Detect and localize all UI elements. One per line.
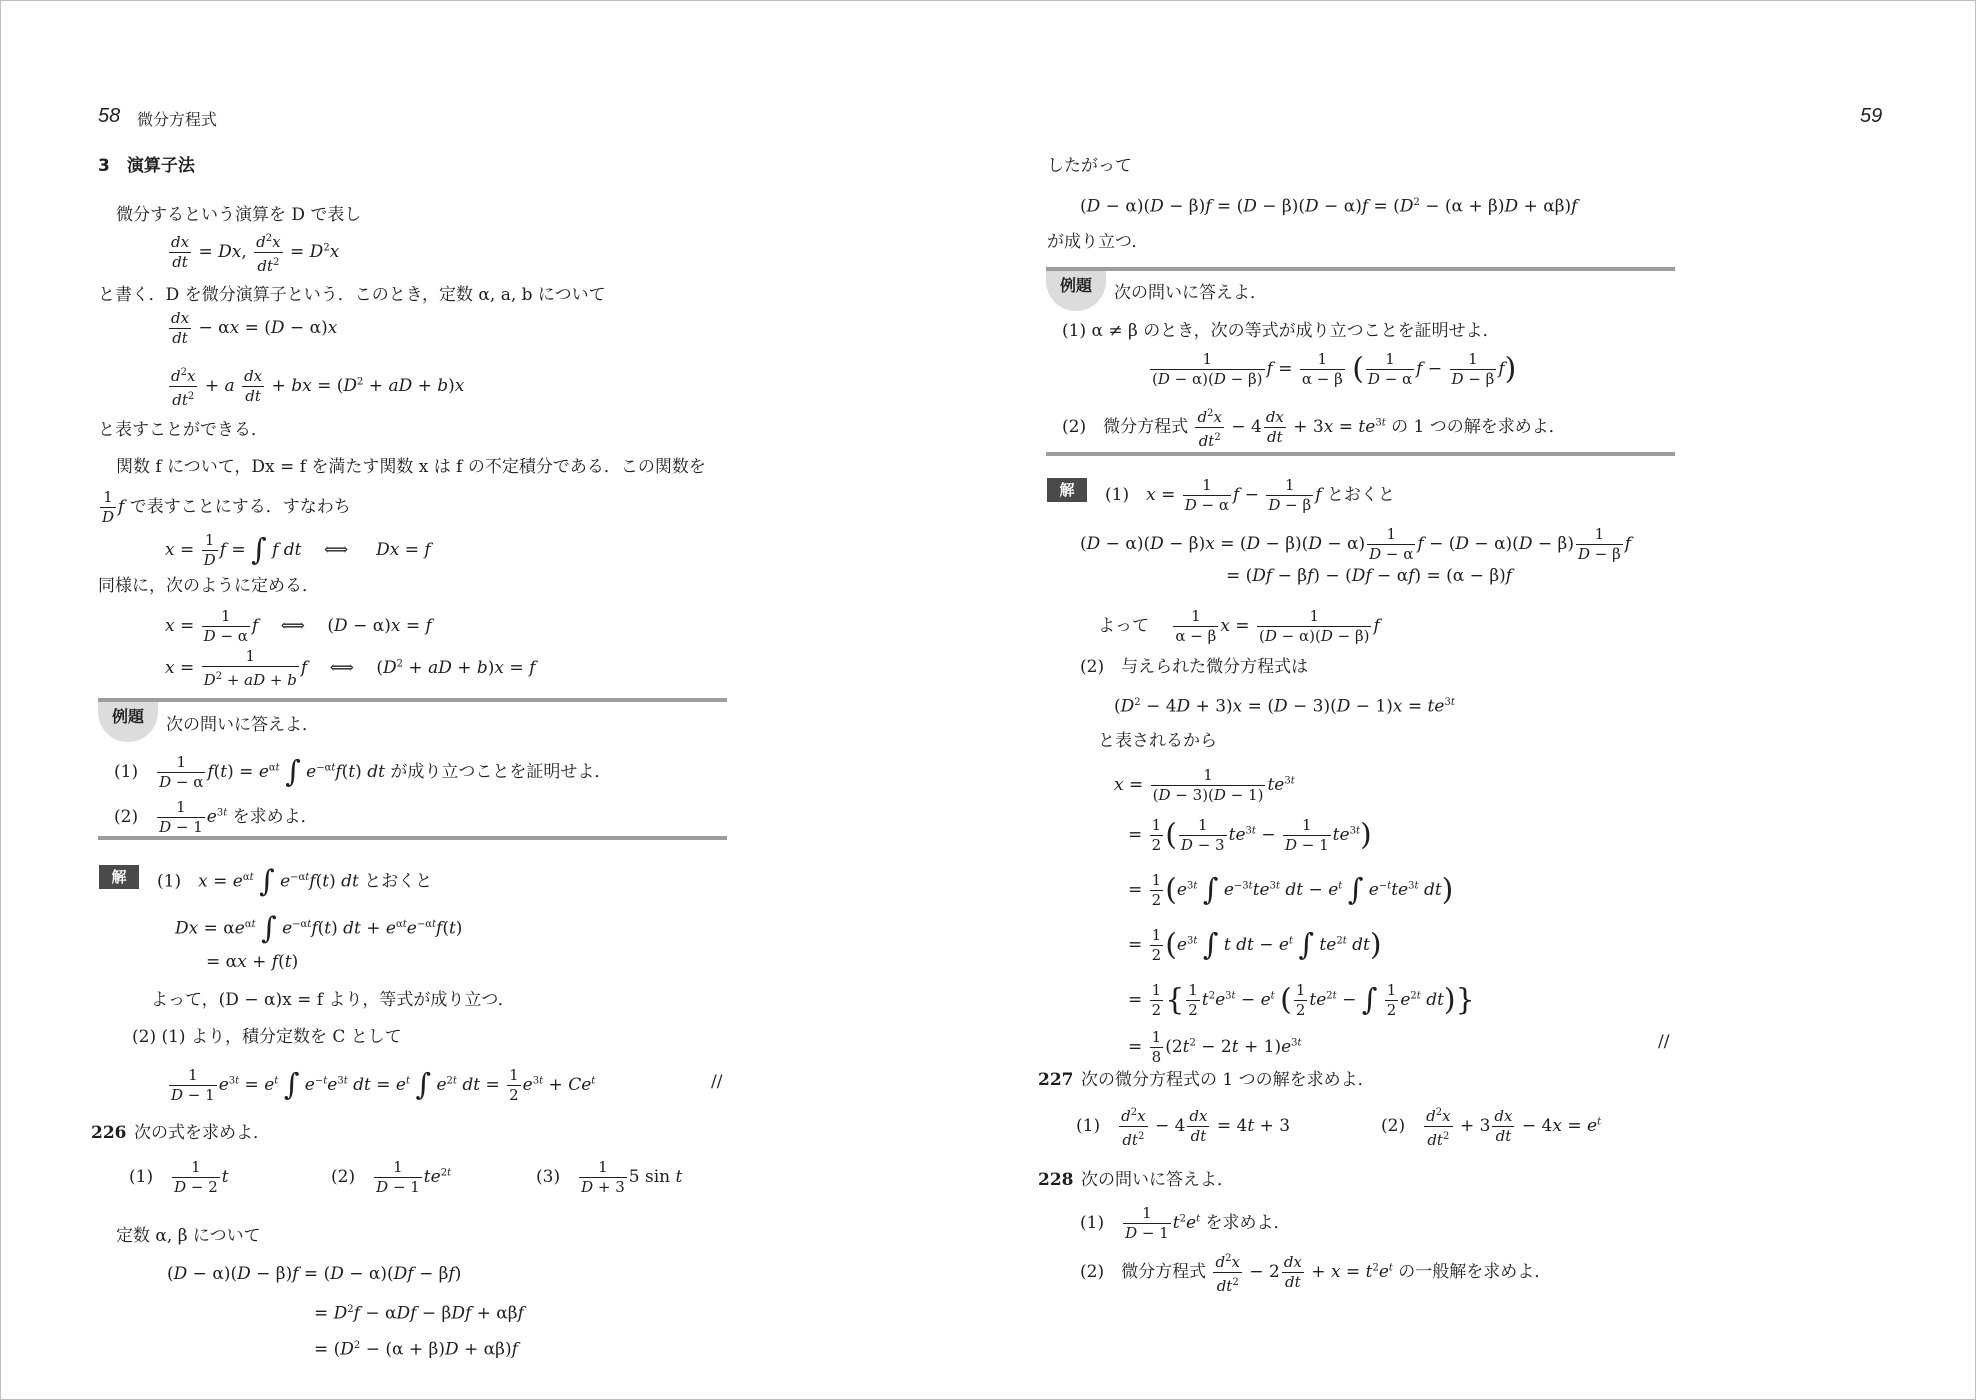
example-question-1-equation: $\frac{1}{(D - \alpha)(D - \beta)}$ f = $\frac{1}{\alpha - \beta}$ ( $\frac{1}{D - \alpha}$ f − $\frac{1}{D - \beta}$ f) <box>1152 350 1517 388</box>
inverse-equation-3: x = $\frac{1}{D^2 + aD + b}$ f ⟺ ($D^2$ + aD + b)x = f <box>165 647 536 689</box>
example-question-2-right: (2) 微分方程式 $\frac{d^2x}{dt^2}$ − 4 $\frac{dx}{dt}$ + $3x = te^{3t}$ の 1 つの解を求めよ． <box>1062 404 1566 451</box>
solution-right-line-13: = $\frac{1}{8}$ $(2t^2 - 2t + 1)e^{3t}$ <box>1128 1028 1302 1066</box>
solution-right-line-2: (D − α)(D − β)x = (D − β)(D − α) $\frac{1}{D - \alpha}$ f − (D − α)(D − β) $\frac{1}{D - \beta}$ f <box>1080 525 1632 563</box>
example-badge: 例題 <box>98 702 158 742</box>
page-number-right: 59 <box>1860 105 1883 127</box>
example-top-rule-right <box>1046 267 1675 271</box>
solution-right-line-4: よって $\frac{1}{\alpha - \beta}$ x = $\frac{1}{(D - \alpha)(D - \beta)}$ f <box>1098 607 1380 645</box>
integral-paragraph-2: $\frac{1}{D}$ f で表すことにする．すなわち <box>102 488 351 526</box>
page-number-left: 58 <box>98 105 121 127</box>
example-question-2: (2) $\frac{1}{D - 1}$ $e^{3t}$ を求めよ． <box>114 798 318 836</box>
solution-right-end-mark: // <box>1658 1032 1670 1052</box>
similarly-text: 同様に，次のように定める． <box>98 576 319 596</box>
problem-228-item-2: (2) 微分方程式 $\frac{d^2x}{dt^2}$ − 2 $\frac{dx}{dt}$ + $x = t^2e^t$ の一般解を求めよ． <box>1080 1249 1551 1296</box>
example-question-1: (1) $\frac{1}{D - \alpha}$ $f(t) = e^{\alpha t}$ ∫ $e^{-\alpha t}f(t)$ dt が成り立つことを証明せよ． <box>114 753 612 791</box>
problem-226-prompt: 次の式を求めよ． <box>134 1123 270 1143</box>
inverse-equation: x = $\frac{1}{D}$ f = ∫ f dt ⟺ Dx = f <box>165 531 431 569</box>
problem-227-number: 227 <box>1038 1070 1074 1090</box>
problem-228-number: 228 <box>1038 1170 1074 1190</box>
problem-228-item-1: (1) $\frac{1}{D - 1}$ $t^2e^t$ を求めよ． <box>1080 1204 1291 1242</box>
solution-right-line-3: = (Df − βf) − (Df − αf) = (α − β)f <box>1226 566 1513 586</box>
example-bottom-rule <box>98 836 727 840</box>
solution-line-4: よって，(D − α)x = f より，等式が成り立つ． <box>151 990 515 1010</box>
operator-equation-2: $\frac{d^2x}{dt^2}$ + a $\frac{dx}{dt}$ + bx = ($D^2$ + aD + b)x <box>167 363 464 410</box>
example-badge-right: 例題 <box>1046 271 1106 311</box>
example-top-rule <box>98 698 727 702</box>
inverse-equation-2: x = $\frac{1}{D - \alpha}$ f ⟺ (D − α)x = f <box>165 607 432 645</box>
can-write-text: と表すことができる． <box>98 420 268 440</box>
intro-text: 微分するという演算を D で表し <box>116 205 362 225</box>
solution-right-line-7: と表されるから <box>1098 731 1217 751</box>
example-bottom-rule-right <box>1046 452 1675 456</box>
solution-line-2: $Dx = \alpha e^{\alpha t}$ ∫ $e^{-\alpha t}f(t)$ dt + $e^{\alpha t}e^{-\alpha t}f(t)$ <box>175 911 463 947</box>
section-heading: 3 演算子法 <box>98 156 195 176</box>
integral-paragraph: 関数 f について，Dx = f を満たす関数 x は f の不定積分である．この関数を <box>116 457 706 477</box>
solution-badge-right: 解 <box>1047 478 1087 502</box>
problem-228-prompt: 次の問いに答えよ． <box>1081 1170 1234 1190</box>
right-page <box>988 1 1975 1399</box>
example-question-1-right: (1) α ≠ β のとき，次の等式が成り立つことを証明せよ． <box>1062 321 1500 341</box>
closing-eq-1: (D − α)(D − β)f = (D − α)(Df − βf) <box>167 1264 462 1284</box>
solution-line-3: = αx + f(t) <box>206 952 299 972</box>
solution-line-5: (2) (1) より，積分定数を C として <box>132 1027 402 1047</box>
problem-226-item-1: (1) $\frac{1}{D - 2}$ t <box>129 1158 229 1196</box>
problem-227-item-1: (1) $\frac{d^2x}{dt^2}$ − 4 $\frac{dx}{dt}$ = 4t + 3 <box>1076 1103 1290 1150</box>
example-prompt: 次の問いに答えよ． <box>166 715 319 735</box>
problem-227-prompt: 次の微分方程式の 1 つの解を求めよ． <box>1081 1070 1375 1090</box>
operator-equation-1: $\frac{dx}{dt}$ − αx = (D − α)x <box>171 309 338 347</box>
commute-equation: $(D - \alpha)(D - \beta)f = (D - \beta)(D - \alpha)f = (D^2 - (\alpha + \beta)D + \alpha\beta)f$ <box>1080 196 1578 217</box>
solution-right-line-5: (2) 与えられた微分方程式は <box>1080 657 1309 677</box>
running-header: 微分方程式 <box>137 110 218 129</box>
solution-line-6: $\frac{1}{D - 1}$ $e^{3t} = e^t$ ∫ $e^{-t}e^{3t}$ dt = $e^t$ ∫ $e^{2t}$ dt = $\frac{1}{2}$ $e^{3t} + Ce^t$ <box>171 1066 596 1104</box>
solution-end-mark: // <box>711 1072 723 1092</box>
example-prompt-right: 次の問いに答えよ． <box>1114 283 1267 303</box>
solution-right-line-9: = $\frac{1}{2}$ ( $\frac{1}{D - 3}$ $te^{3t}$ − $\frac{1}{D - 1}$ $te^{3t}$) <box>1128 816 1372 854</box>
problem-226-item-3: (3) $\frac{1}{D + 3}$ 5 sin t <box>536 1158 683 1196</box>
problem-226-item-2: (2) $\frac{1}{D - 1}$ $te^{2t}$ <box>331 1158 452 1196</box>
solution-right-line-12: = $\frac{1}{2}$ { $\frac{1}{2}$ $t^2e^{3t} - e^t$ ( $\frac{1}{2}$ $te^{2t}$ − ∫ $\frac{1}{2}$ $e^{2t}$ dt)} <box>1128 981 1475 1019</box>
solution-right-line-11: = $\frac{1}{2}$ ($e^{3t}$ ∫ t dt − $e^t$ ∫ $te^{2t}$ dt) <box>1128 926 1382 964</box>
solution-right-line-6: $(D^2 - 4D + 3)x = (D - 3)(D - 1)x = te^{3t}$ <box>1114 696 1455 717</box>
operator-definition: と書く．D を微分演算子という．このとき，定数 α, a, b について <box>98 285 606 305</box>
therefore-text: したがって <box>1047 156 1132 176</box>
solution-right-line-1: (1) x = $\frac{1}{D - \alpha}$ f − $\frac{1}{D - \beta}$ f とおくと <box>1105 476 1395 514</box>
closing-eq-3: = $(D^2 - (\alpha + \beta)D + \alpha\beta)f$ <box>314 1339 518 1360</box>
closing-eq-2: = $D^2f - \alpha Df - \beta Df + \alpha\beta f$ <box>314 1303 524 1324</box>
def-formula: $\frac{dx}{dt}$ = Dx, $\frac{d^2x}{dt^2}$ = $D^2x$ <box>167 229 339 276</box>
problem-227-item-2: (2) $\frac{d^2x}{dt^2}$ + 3 $\frac{dx}{dt}$ − $4x = e^t$ <box>1381 1103 1601 1150</box>
solution-right-line-10: = $\frac{1}{2}$ ($e^{3t}$ ∫ $e^{-3t}te^{3t}$ dt − $e^t$ ∫ $e^{-t}te^{3t}$ dt) <box>1128 871 1454 909</box>
holds-text: が成り立つ． <box>1047 232 1149 252</box>
closing-intro: 定数 α, β について <box>116 1226 261 1246</box>
problem-226-number: 226 <box>91 1123 127 1143</box>
solution-line-1: (1) $x = e^{\alpha t}$ ∫ $e^{-\alpha t}f(t)$ dt とおくと <box>157 864 433 900</box>
solution-badge: 解 <box>99 865 139 889</box>
left-page <box>1 1 988 1399</box>
solution-right-line-8: x = $\frac{1}{(D - 3)(D - 1)}$ $te^{3t}$ <box>1114 766 1295 804</box>
